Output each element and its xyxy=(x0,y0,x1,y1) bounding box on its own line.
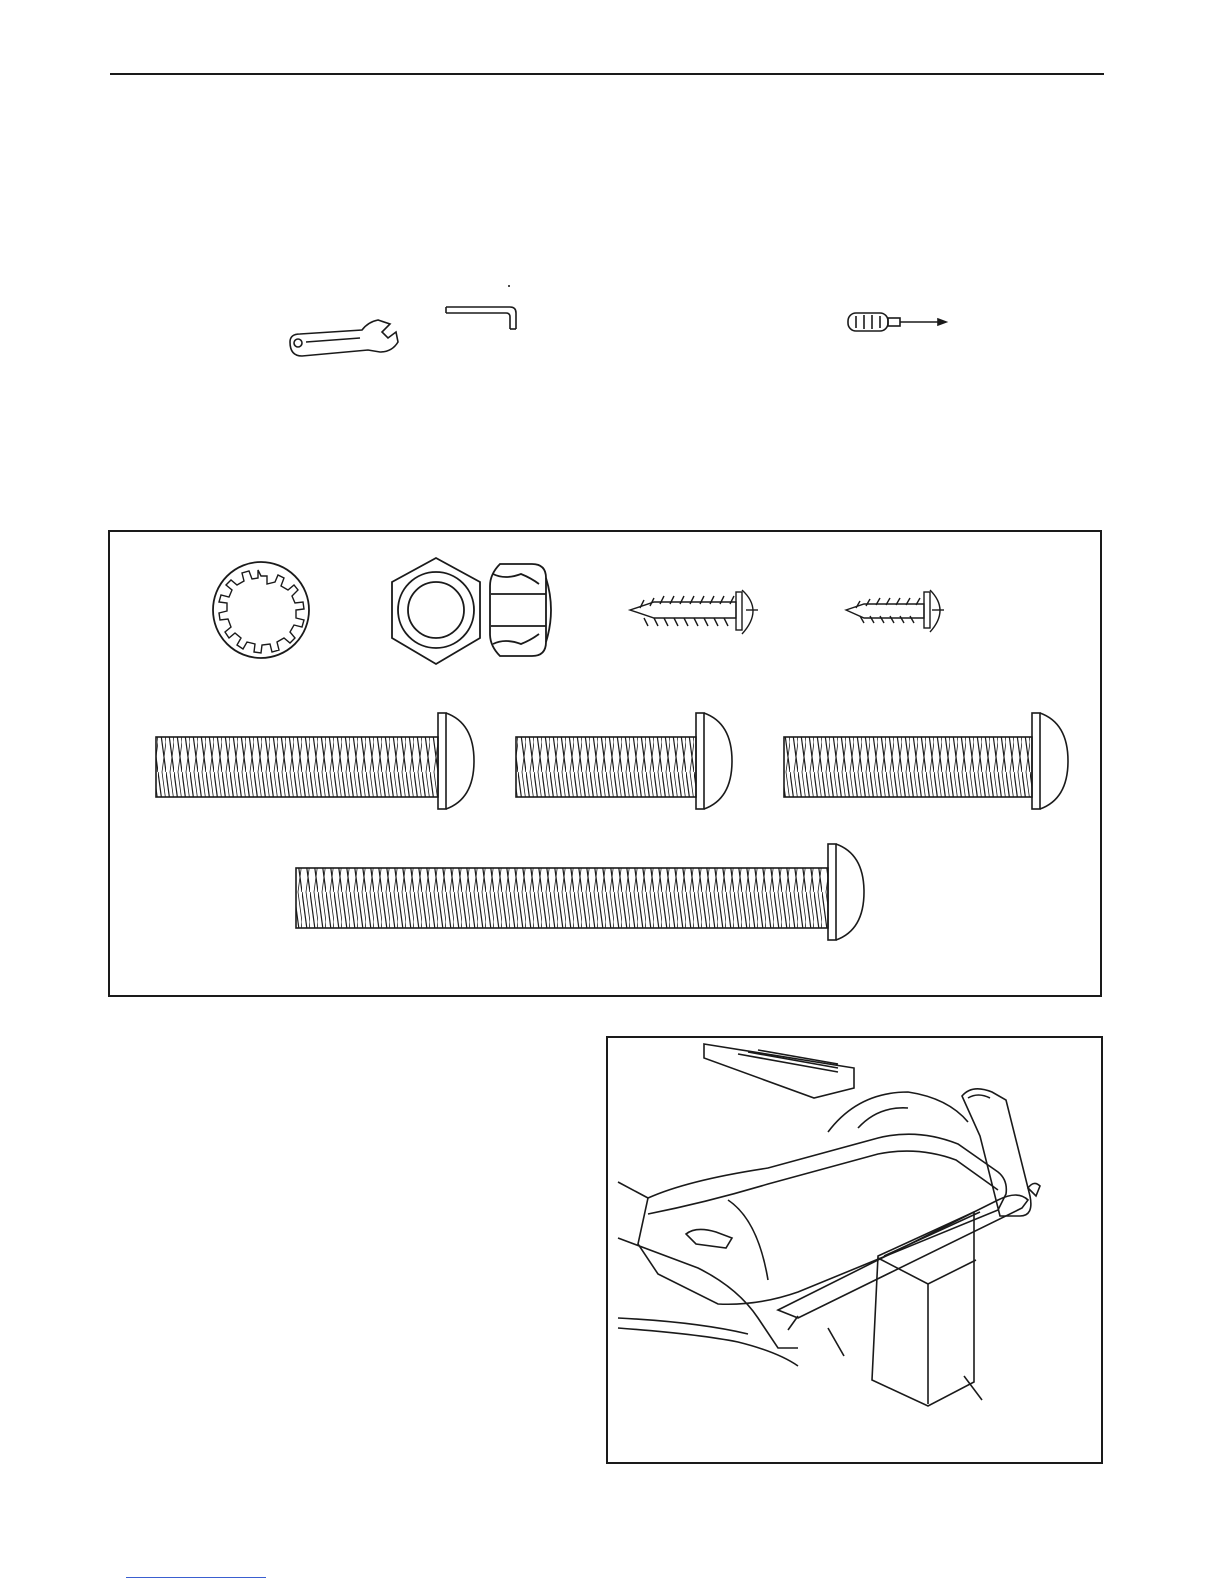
hex-key-icon xyxy=(446,286,516,329)
bolt-medium-2-icon xyxy=(784,713,1068,809)
screw-short-icon xyxy=(846,590,944,632)
hex-nut-icon xyxy=(392,558,480,664)
treadmill-figure-panel xyxy=(606,1036,1103,1464)
footer-link-underline[interactable] xyxy=(126,1577,266,1578)
bolt-medium-icon xyxy=(156,713,474,809)
tools-row xyxy=(280,280,980,370)
bolt-short-icon xyxy=(516,713,732,809)
top-rule xyxy=(110,73,1104,75)
hardware-panel xyxy=(108,530,1102,997)
bolt-long-icon xyxy=(296,844,864,940)
screw-long-icon xyxy=(630,590,758,634)
hardware-drawing xyxy=(110,532,1100,995)
star-washer-icon xyxy=(213,562,309,658)
treadmill-base-illustration xyxy=(608,1038,1101,1462)
phillips-screwdriver-icon xyxy=(848,313,946,331)
nylon-locknut-icon xyxy=(490,564,551,656)
adjustable-wrench-icon xyxy=(290,320,398,356)
